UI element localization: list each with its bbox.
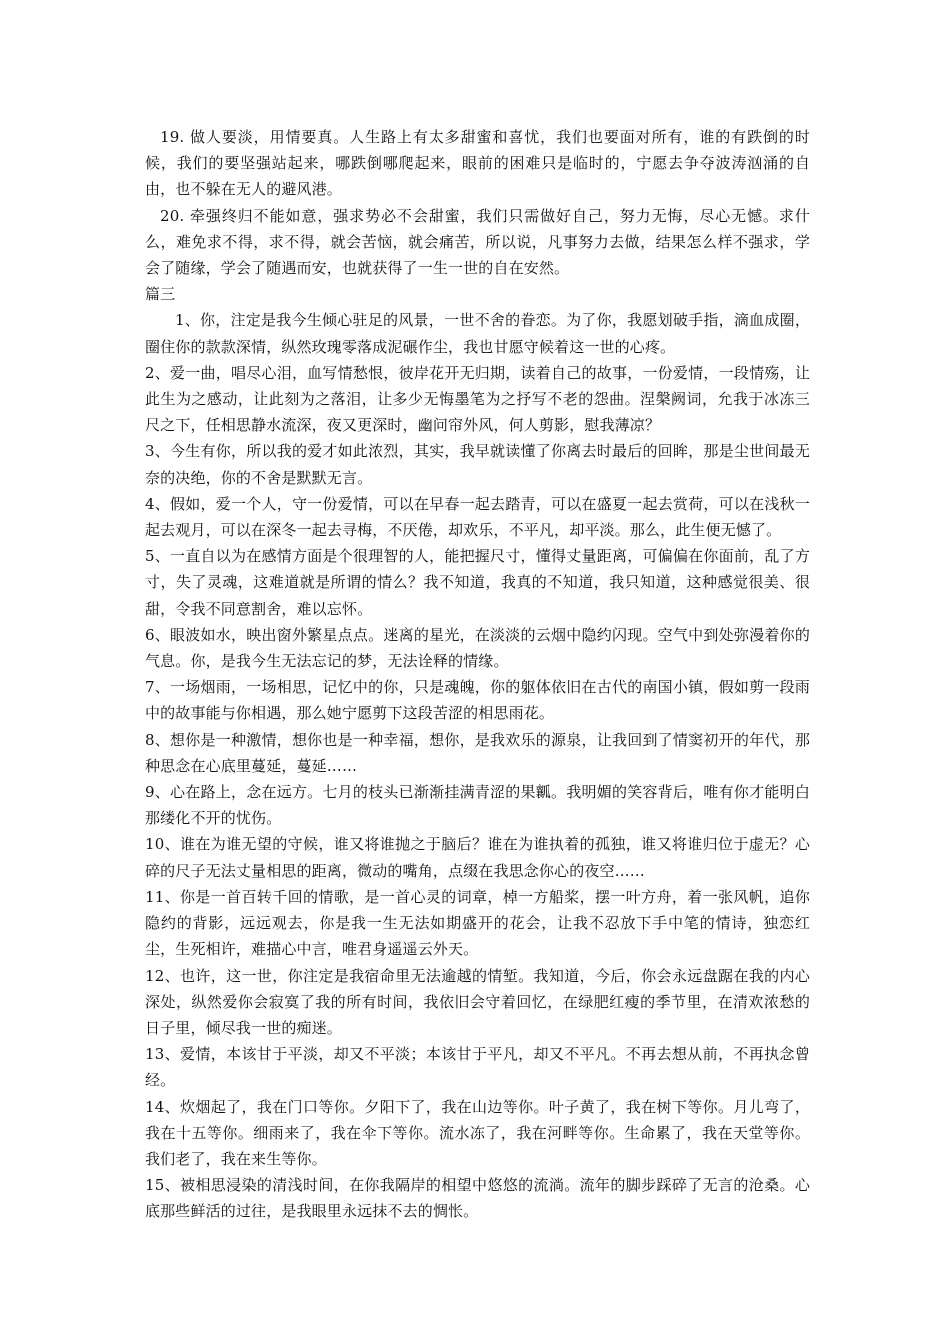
list-item-13: 13、爱情，本该甘于平淡，却又不平淡；本该甘于平凡，却又不平凡。不再去想从前，不再执念曾经。 (145, 1045, 810, 1090)
list-item-15: 15、被相思浸染的清浅时间，在你我隔岸的相望中悠悠的流淌。流年的脚步踩碎了无言的沧桑。心底那些鲜活的过往，是我眼里永远抹不去的惆怅。 (145, 1176, 810, 1221)
paragraph-19: 19. 做人要淡，用情要真。人生路上有太多甜蜜和喜忧，我们也要面对所有，谁的有跌倒的时候，我们的要坚强站起来，哪跌倒哪爬起来，眼前的困难只是临时的，宁愿去争夺波涛汹涌的自由，也不躲在无人的避风港。 (145, 128, 810, 199)
list-item-11: 11、你是一首百转千回的情歌，是一首心灵的词章，棹一方船桨，摆一叶方舟，着一张风帆，追你隐约的背影，远远观去，你是我一生无法如期盛开的花会，让我不忍放下手中笔的情诗，独恋红尘，生死相许，难描心中言，唯君身遥遥云外天。 (145, 887, 810, 959)
list-item-3: 3、今生有你，所以我的爱才如此浓烈，其实，我早就读懂了你离去时最后的回眸，那是尘世间最无奈的决绝，你的不舍是默默无言。 (145, 442, 810, 487)
list-item-4: 4、假如，爱一个人，守一份爱情，可以在早春一起去踏青，可以在盛夏一起去赏荷，可以在浅秋一起去观月，可以在深冬一起去寻梅，不厌倦，却欢乐，不平凡，却平淡。那么，此生便无憾了。 (145, 494, 810, 540)
list-item-10: 10、谁在为谁无望的守候，谁又将谁抛之于脑后？谁在为谁执着的孤独，谁又将谁归位于虚无？心碎的尺子无法丈量相思的距离，微动的嘴角，点缀在我思念你心的夜空…… (145, 835, 810, 880)
paragraph-20: 20. 牵强终归不能如意，强求势必不会甜蜜，我们只需做好自己，努力无悔，尽心无憾。求什么，难免求不得，求不得，就会苦恼，就会痛苦，所以说，凡事努力去做，结果怎么样不强求，学会了随缘，学会了随遇而安，也就获得了一生一世的自在安然。 (145, 206, 810, 278)
list-item-7: 7、一场烟雨，一场相思，记忆中的你，只是魂魄，你的躯体依旧在古代的南国小镇，假如剪一段雨中的故事能与你相遇，那么她宁愿剪下这段苦涩的相思雨花。 (145, 678, 810, 723)
list-item-1: 1、你，注定是我今生倾心驻足的风景，一世不舍的眷恋。为了你，我愿划破手指，滴血成圈，圈住你的款款深情，纵然玫瑰零落成泥碾作尘，我也甘愿守候着这一世的心疼。 (145, 311, 810, 356)
list-item-6: 6、眼波如水，映出窗外繁星点点。迷离的星光，在淡淡的云烟中隐约闪现。空气中到处弥漫着你的气息。你，是我今生无法忘记的梦，无法诠释的情缘。 (145, 625, 810, 671)
list-item-9: 9、心在路上，念在远方。七月的枝头已渐渐挂满青涩的果瓤。我明媚的笑容背后，唯有你才能明白那缕化不开的忧伤。 (145, 783, 810, 828)
list-item-14: 14、炊烟起了，我在门口等你。夕阳下了，我在山边等你。叶子黄了，我在树下等你。月儿弯了，我在十五等你。细雨来了，我在伞下等你。流水冻了，我在河畔等你。生命累了，我在天堂等你。我们老了，我在来生等你。 (145, 1097, 810, 1168)
list-item-8: 8、想你是一种激情，想你也是一种幸福，想你，是我欢乐的源泉，让我回到了情窦初开的年代，那种思念在心底里蔓延，蔓延…… (145, 730, 810, 775)
list-item-5: 5、一直自以为在感情方面是个很理智的人，能把握尺寸，懂得丈量距离，可偏偏在你面前，乱了方寸，失了灵魂，这难道就是所谓的情么？我不知道，我真的不知道，我只知道，这种感觉很美、很甜，令我不同意割舍，难以忘怀。 (145, 547, 810, 618)
document-body (145, 124, 810, 1225)
list-item-2: 2、爱一曲，唱尽心泪，血写情愁恨，彼岸花开无归期，读着自己的故事，一份爱情，一段情殇，让此生为之感动，让此刻为之落泪，让多少无悔墨笔为之抒写不老的怨曲。涅槃阙词，允我于冰冻三尺之下，任相思静水流深，夜又更深时，幽问帘外风，何人剪影，慰我薄凉？ (145, 363, 810, 435)
section-heading: 篇三 (145, 285, 176, 304)
list-item-12: 12、也许，这一世，你注定是我宿命里无法逾越的情堑。我知道，今后，你会永远盘踞在我的内心深处，纵然爱你会寂寞了我的所有时间，我依旧会守着回忆，在绿肥红瘦的季节里，在清欢浓愁的日子里，倾尽我一世的痴迷。 (145, 966, 810, 1037)
